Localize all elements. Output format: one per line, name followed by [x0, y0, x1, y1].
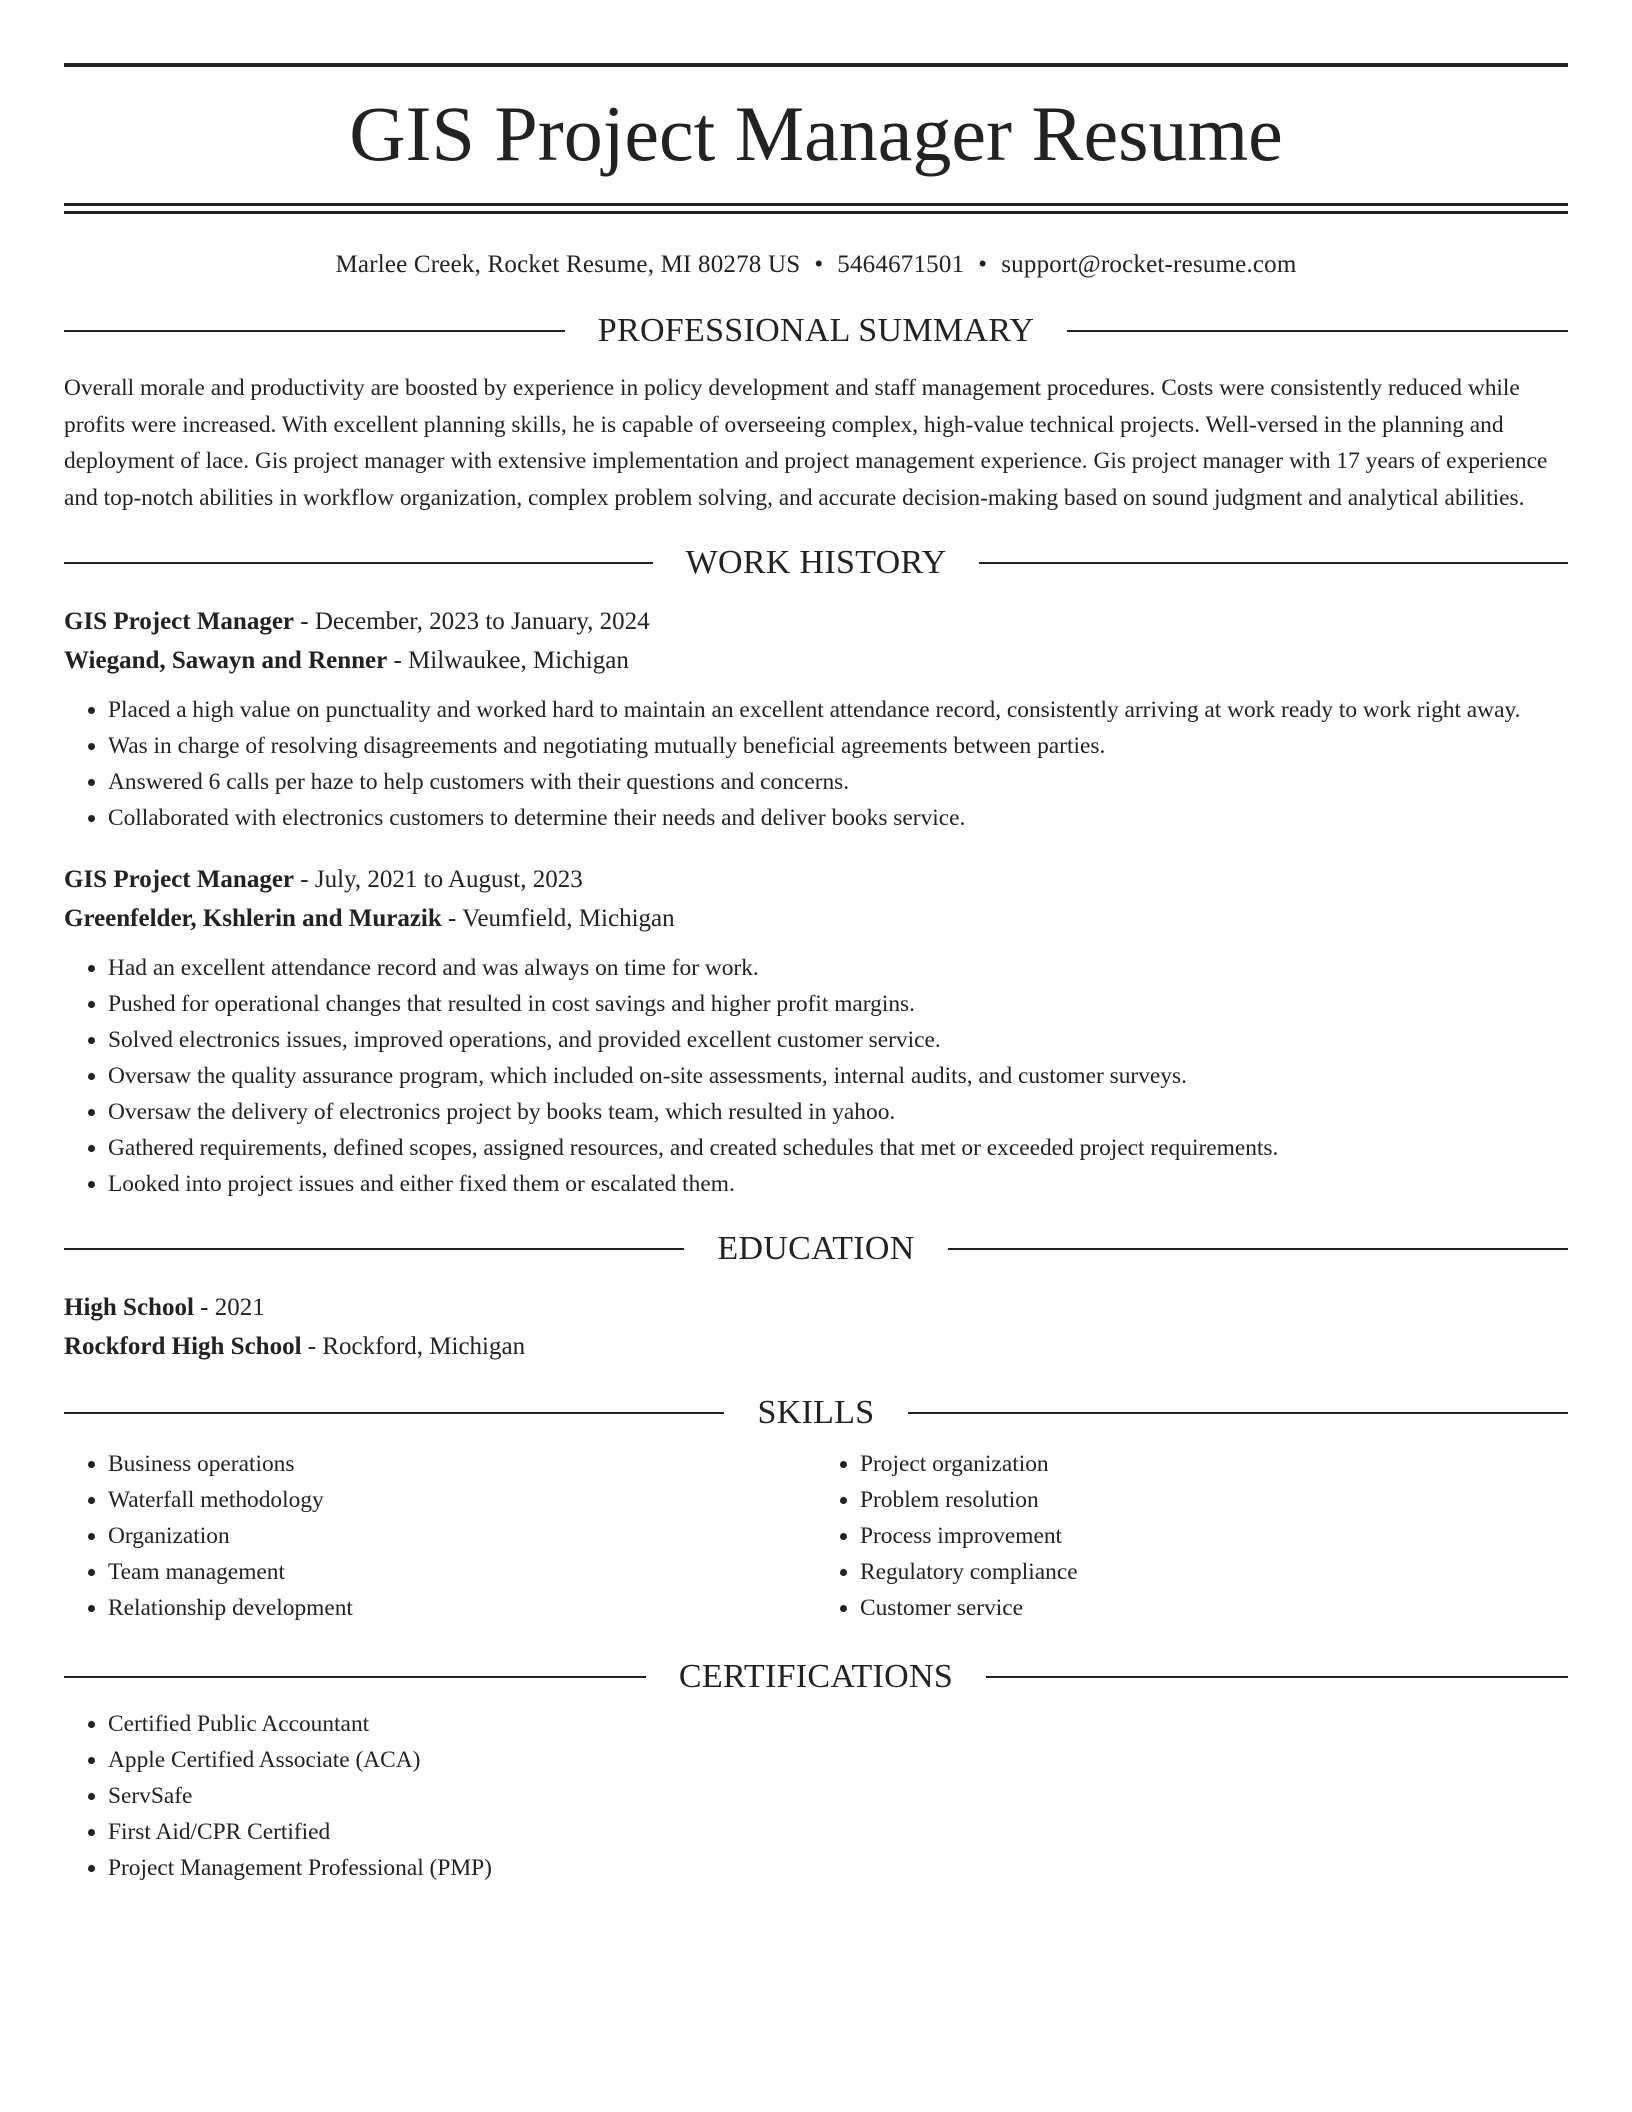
list-item: • Apple Certified Associate (ACA): [108, 1742, 1568, 1778]
section-header-work-history: [64, 546, 1568, 580]
skills-column-right: [816, 1446, 1568, 1626]
list-item: • Process improvement: [860, 1518, 1568, 1554]
contact-address: Marlee Creek, Rocket Resume, MI 80278 US: [335, 251, 801, 278]
divider: [979, 562, 1568, 564]
education-degree: High School: [64, 1294, 194, 1321]
section-header-summary: [64, 314, 1568, 348]
certifications-list: [64, 1706, 1568, 1886]
list-item: • Business operations: [108, 1446, 816, 1482]
job-company-line: [64, 641, 1568, 680]
contact-line: [64, 250, 1568, 280]
list-item: • Solved electronics issues, improved operations, and provided excellent customer service.: [108, 1022, 1568, 1058]
skills-list: [64, 1446, 1568, 1626]
list-item: • Collaborated with electronics customers to determine their needs and deliver books service.: [108, 800, 1568, 836]
list-item: • Customer service: [860, 1590, 1568, 1626]
divider: [986, 1676, 1568, 1678]
section-title: EDUCATION: [717, 1230, 915, 1267]
list-item: • Certified Public Accountant: [108, 1706, 1568, 1742]
contact-separator: •: [978, 251, 988, 278]
list-item: • Organization: [108, 1518, 816, 1554]
list-item: • Oversaw the quality assurance program, which included on-site assessments, internal audits, and customer surveys.: [108, 1058, 1568, 1094]
list-item: • Problem resolution: [860, 1482, 1568, 1518]
section-title: CERTIFICATIONS: [678, 1658, 954, 1695]
divider: [64, 562, 653, 564]
list-item: • First Aid/CPR Certified: [108, 1814, 1568, 1850]
list-item: • Relationship development: [108, 1590, 816, 1626]
divider: [948, 1248, 1568, 1250]
title-double-rule: [64, 203, 1568, 214]
divider: [64, 1676, 646, 1678]
job-entry: [64, 860, 1568, 1202]
list-item: • Answered 6 calls per haze to help customers with their questions and concerns.: [108, 764, 1568, 800]
job-bullets: [64, 692, 1568, 836]
education-school-line: [64, 1327, 1568, 1366]
list-item: • Looked into project issues and either fixed them or escalated them.: [108, 1166, 1568, 1202]
job-title-line: [64, 860, 1568, 899]
divider: [1067, 330, 1568, 332]
list-item: • Pushed for operational changes that resulted in cost savings and higher profit margins.: [108, 986, 1568, 1022]
divider: [908, 1412, 1568, 1414]
section-header-certifications: [64, 1660, 1568, 1694]
list-item: • Regulatory compliance: [860, 1554, 1568, 1590]
divider: [64, 1412, 724, 1414]
education-year: - 2021: [193, 1294, 265, 1321]
job-dates: - December, 2023 to January, 2024: [294, 608, 650, 635]
list-item: • Gathered requirements, defined scopes, assigned resources, and created schedules that met or exceeded project requirements.: [108, 1130, 1568, 1166]
top-rule: [64, 63, 1568, 67]
list-item: • Project Management Professional (PMP): [108, 1850, 1568, 1886]
page-title: GIS Project Manager Resume: [349, 90, 1283, 177]
contact-separator: •: [814, 251, 824, 278]
section-title: WORK HISTORY: [685, 544, 947, 581]
job-title: GIS Project Manager: [64, 866, 295, 893]
skills-column-left: [64, 1446, 816, 1626]
job-location: - Milwaukee, Michigan: [387, 647, 629, 674]
contact-phone: 5464671501: [837, 251, 965, 278]
job-location: - Veumfield, Michigan: [441, 905, 675, 932]
job-title: GIS Project Manager: [64, 608, 295, 635]
section-title: PROFESSIONAL SUMMARY: [597, 312, 1035, 349]
job-title-line: [64, 602, 1568, 641]
job-company: Greenfelder, Kshlerin and Murazik: [64, 905, 442, 932]
list-item: • ServSafe: [108, 1778, 1568, 1814]
section-title: SKILLS: [757, 1394, 875, 1431]
list-item: • Team management: [108, 1554, 816, 1590]
list-item: • Waterfall methodology: [108, 1482, 816, 1518]
list-item: • Placed a high value on punctuality and worked hard to maintain an excellent attendance record, consistently arriving at work ready to work right away.: [108, 692, 1568, 728]
list-item: • Had an excellent attendance record and was always on time for work.: [108, 950, 1568, 986]
education-entry: [64, 1288, 1568, 1366]
education-school: Rockford High School: [64, 1333, 302, 1360]
job-company: Wiegand, Sawayn and Renner: [64, 647, 388, 674]
job-entry: [64, 602, 1568, 836]
job-dates: - July, 2021 to August, 2023: [294, 866, 583, 893]
list-item: • Was in charge of resolving disagreements and negotiating mutually beneficial agreements between parties.: [108, 728, 1568, 764]
divider: [64, 1248, 684, 1250]
job-bullets: [64, 950, 1568, 1202]
section-header-education: [64, 1232, 1568, 1266]
section-header-skills: [64, 1396, 1568, 1430]
list-item: • Oversaw the delivery of electronics project by books team, which resulted in yahoo.: [108, 1094, 1568, 1130]
contact-email: support@rocket-resume.com: [1001, 251, 1297, 278]
summary-text: Overall morale and productivity are boosted by experience in policy development and staff management procedures. Costs were consistently reduced while profits were increased. With excellent planning skills, he is capable of overseeing complex, high-value technical projects. Well-versed in the planning and deployment of lace. Gis project manager with extensive implementation and project management experience. Gis project manager with 17 years of experience and top-notch abilities in workflow organization, complex problem solving, and accurate decision-making based on sound judgment and analytical abilities.: [64, 375, 1548, 511]
job-company-line: [64, 899, 1568, 938]
education-degree-line: [64, 1288, 1568, 1327]
list-item: • Project organization: [860, 1446, 1568, 1482]
divider: [64, 330, 565, 332]
education-location: - Rockford, Michigan: [301, 1333, 526, 1360]
